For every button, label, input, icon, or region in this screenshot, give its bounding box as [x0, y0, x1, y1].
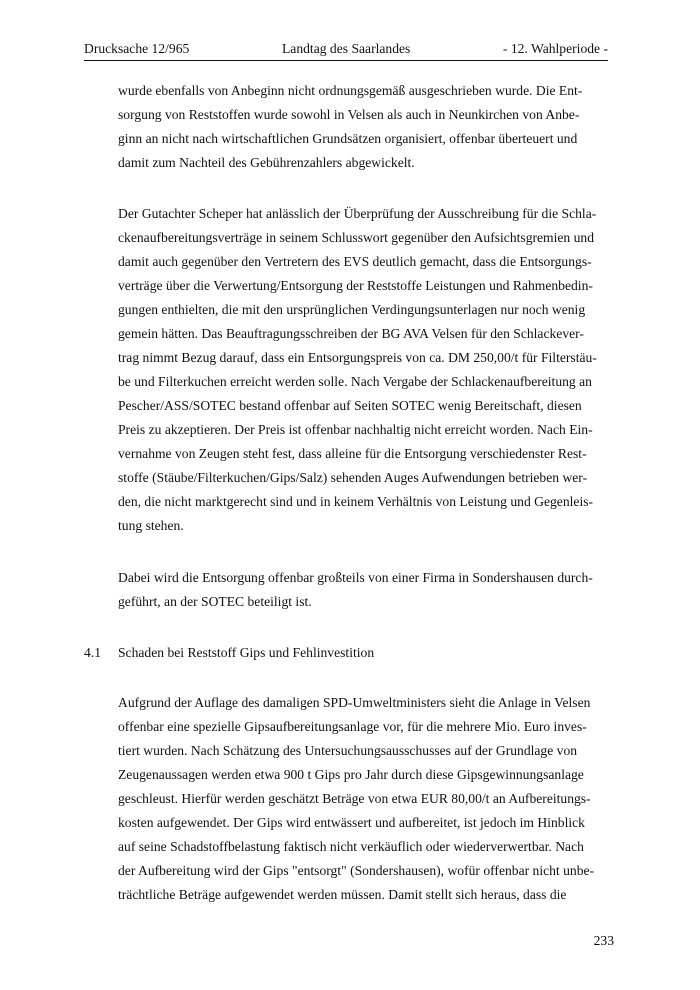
page-header	[84, 40, 608, 61]
section-number: 4.1	[84, 645, 101, 660]
header-document-number: Drucksache 12/965	[84, 41, 190, 56]
text-line: be und Filterkuchen erreicht werden solle. Nach Vergabe der Schlackenaufbereitung an	[118, 374, 592, 389]
text-line: geschleust. Hierfür werden geschätzt Beträge von etwa EUR 80,00/t an Aufbereitungs-	[118, 791, 591, 806]
text-line: Preis zu akzeptieren. Der Preis ist offenbar nachhaltig nicht erreicht worden. Nach Ein-	[118, 422, 593, 437]
text-line: Dabei wird die Entsorgung offenbar großteils von einer Firma in Sondershausen durch-	[118, 570, 593, 585]
text-line: tung stehen.	[118, 518, 184, 533]
section-title: Schaden bei Reststoff Gips und Fehlinvestition	[118, 645, 375, 660]
text-line: kosten aufgewendet. Der Gips wird entwässert und aufbereitet, ist jedoch im Hinblick	[118, 815, 585, 830]
text-line: ginn an nicht nach wirtschaftlichen Grundsätzen organisiert, offenbar überteuert und	[118, 131, 578, 146]
text-line: Zeugenaussagen werden etwa 900 t Gips pro Jahr durch diese Gipsgewinnungsanlage	[118, 767, 584, 782]
text-line: trag nimmt Bezug darauf, dass ein Entsorgungspreis von ca. DM 250,00/t für Filterstäu-	[118, 350, 597, 365]
text-line: ckenaufbereitungsverträge in seinem Schlusswort gegenüber den Aufsichtsgremien und	[118, 230, 595, 245]
text-line: Der Gutachter Scheper hat anlässlich der Überprüfung der Ausschreibung für die Schla-	[118, 206, 597, 221]
text-line: tiert wurden. Nach Schätzung des Untersuchungsausschusses auf der Grundlage von	[118, 743, 578, 758]
text-line: Aufgrund der Auflage des damaligen SPD-Umweltministers sieht die Anlage in Velsen	[118, 695, 591, 710]
text-line: vernahme von Zeugen steht fest, dass alleine für die Entsorgung verschiedenster Rest-	[118, 446, 587, 461]
text-line: Pescher/ASS/SOTEC bestand offenbar auf Seiten SOTEC wenig Bereitschaft, diesen	[118, 398, 582, 413]
header-parliament: Landtag des Saarlandes	[282, 41, 411, 56]
text-line: wurde ebenfalls von Anbeginn nicht ordnungsgemäß ausgeschrieben wurde. Die Ent-	[118, 83, 583, 98]
text-line: damit auch gegenüber den Vertretern des EVS deutlich gemacht, dass die Entsorgungs-	[118, 254, 592, 269]
text-line: geführt, an der SOTEC beteiligt ist.	[118, 594, 312, 609]
text-line: verträge über die Verwertung/Entsorgung der Reststoffe Leistungen und Rahmenbedin-	[118, 278, 593, 293]
text-line: gemein hätten. Das Beauftragungsschreiben der BG AVA Velsen für den Schlackever-	[118, 326, 584, 341]
text-line: sorgung von Reststoffen wurde sowohl in Velsen als auch in Neunkirchen von Anbe-	[118, 107, 580, 122]
page-number: 233	[593, 933, 614, 948]
text-line: gungen enthielten, die mit den ursprünglichen Verdingungsunterlagen nur noch wenig	[118, 302, 586, 317]
header-legislative-period: - 12. Wahlperiode -	[502, 41, 608, 56]
text-line: stoffe (Stäube/Filterkuchen/Gips/Salz) sehenden Auges Aufwendungen betrieben wer-	[118, 470, 588, 485]
text-line: damit zum Nachteil des Gebührenzahlers abgewickelt.	[118, 155, 415, 170]
text-line: offenbar eine spezielle Gipsaufbereitungsanlage vor, für die mehrere Mio. Euro inves-	[118, 719, 587, 734]
text-line: den, die nicht marktgerecht sind und in keinem Verhältnis von Leistung und Gegenleis-	[118, 494, 594, 509]
text-line: auf seine Schadstoffbelastung faktisch nicht verkäuflich oder wiederverwertbar. Nach	[118, 839, 584, 854]
text-line: trächtliche Beträge aufgewendet werden müssen. Damit stellt sich heraus, dass die	[118, 887, 567, 902]
text-line: der Aufbereitung wird der Gips "entsorgt" (Sondershausen), wofür offenbar nicht unbe-	[118, 863, 595, 878]
